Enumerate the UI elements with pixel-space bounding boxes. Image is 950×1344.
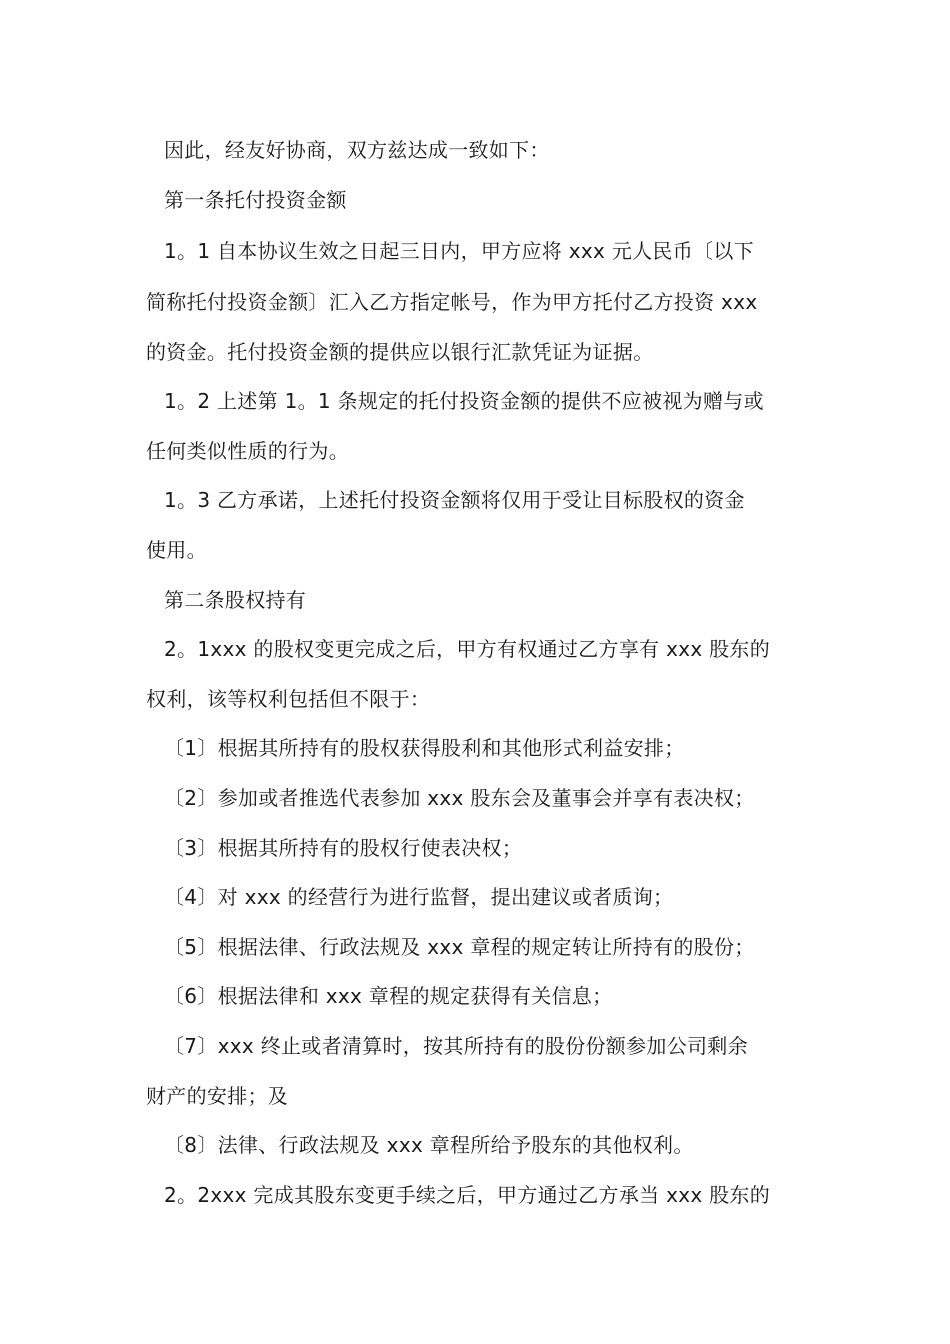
section-heading: 第二条股权持有: [164, 588, 307, 612]
section-heading: 第一条托付投资金额: [164, 188, 347, 212]
list-item: 〔6〕根据法律和 xxx 章程的规定获得有关信息；: [164, 984, 613, 1008]
list-item: 〔3〕根据其所持有的股权行使表决权；: [164, 836, 523, 860]
list-item: 〔8〕法律、行政法规及 xxx 章程所给予股东的其他权利。: [164, 1133, 694, 1157]
list-item: 〔1〕根据其所持有的股权获得股利和其他形式利益安排；: [164, 736, 685, 760]
list-item: 〔7〕xxx 终止或者清算时，按其所持有的股份份额参加公司剩余: [164, 1034, 748, 1058]
paragraph-line: 1。2 上述第 1。1 条规定的托付投资金额的提供不应被视为赠与或: [164, 389, 764, 413]
paragraph-line: 任何类似性质的行为。: [146, 439, 349, 463]
list-item: 〔5〕根据法律、行政法规及 xxx 章程的规定转让所持有的股份；: [164, 935, 755, 959]
list-item: 〔2〕参加或者推选代表参加 xxx 股东会及董事会并享有表决权；: [164, 786, 755, 810]
paragraph-line: 使用。: [146, 538, 207, 562]
paragraph-line: 2。1xxx 的股权变更完成之后，甲方有权通过乙方享有 xxx 股东的: [164, 637, 771, 661]
paragraph-line: 2。2xxx 完成其股东变更手续之后，甲方通过乙方承当 xxx 股东的: [164, 1183, 771, 1207]
paragraph-line: 的资金。托付投资金额的提供应以银行汇款凭证为证据。: [146, 340, 654, 364]
paragraph-line: 财产的安排；及: [146, 1084, 289, 1108]
paragraph-line: 1。1 自本协议生效之日起三日内，甲方应将 xxx 元人民币〔以下: [164, 239, 754, 263]
paragraph-line: 简称托付投资金额〕汇入乙方指定帐号，作为甲方托付乙方投资 xxx: [146, 290, 758, 314]
paragraph-line: 1。3 乙方承诺，上述托付投资金额将仅用于受让目标股权的资金: [164, 488, 745, 512]
paragraph-line: 权利，该等权利包括但不限于：: [146, 687, 431, 711]
paragraph-line: 因此，经友好协商，双方兹达成一致如下：: [164, 138, 550, 162]
list-item: 〔4〕对 xxx 的经营行为进行监督，提出建议或者质询；: [164, 885, 674, 909]
